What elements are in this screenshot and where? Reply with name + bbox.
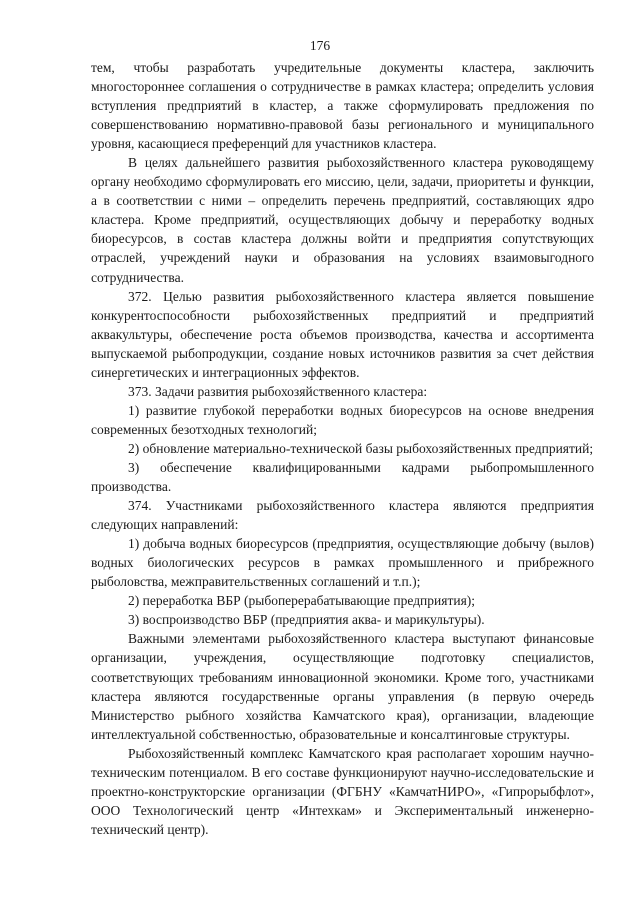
paragraph-373-tasks-heading: 373. Задачи развития рыбохозяйственного кластера: bbox=[128, 383, 428, 399]
paragraph-continuation: тем, чтобы разработать учредительные документы кластера, заключить многостороннее соглашения о сотрудничестве в рамках кластера; определить условия вступления предприятий в кластер, а также сформулировать предложения по совершенствованию нормативно-правовой базы регионального и муниципального уровня, касающиеся преференций для участников кластера. bbox=[91, 60, 594, 152]
list-item-task-1: 1) развитие глубокой переработки водных биоресурсов на основе внедрения современных безотходных технологий; bbox=[91, 402, 594, 437]
paragraph-372-goal: 372. Целью развития рыбохозяйственного кластера является повышение конкурентоспособности рыбохозяйственных предприятий и предприятий аквакультуры, обеспечение роста объемов производства, качества и ассортимента выпускаемой рыбопродукции, создание новых источников развития за счет действия синергетических и интеграционных эффектов. bbox=[91, 288, 594, 380]
paragraph-cluster-elements: Важными элементами рыбохозяйственного кластера выступают финансовые организации, учреждения, осуществляющие подготовку специалистов, соответствующих требованиям инновационной экономики. Кроме того, участниками кластера являются государственные органы управления (в первую очередь Министерство рыбного хозяйства Камчатского края), организации, владеющие интеллектуальной собственностью, образовательные и консалтинговые структуры. bbox=[91, 631, 594, 742]
paragraph-374-participants: 374. Участниками рыбохозяйственного кластера являются предприятия следующих направлений: bbox=[91, 498, 594, 533]
paragraph-scientific-potential: Рыбохозяйственный комплекс Камчатского края располагает хорошим научно-техническим потенциалом. В его составе функционируют научно-исследовательские и проектно-конструкторские организации (ФГБНУ «КамчатНИРО», «Гипрорыбфлот», ООО Технологический центр «Интехкам» и Экспериментальный инженерно-технический центр). bbox=[91, 745, 594, 837]
paragraph-cluster-mission: В целях дальнейшего развития рыбохозяйственного кластера руководящему органу необходимо сформулировать его миссию, цели, задачи, приоритеты и функции, а в соответствии с ними – определить перечень предприятий, составляющих ядро кластера. Кроме предприятий, осуществляющих добычу и переработку водных биоресурсов, в состав кластера должны войти и предприятия сопутствующих отраслей, учреждений науки и образования на условиях взаимовыгодного сотрудничества. bbox=[91, 155, 594, 285]
list-item-participant-1: 1) добыча водных биоресурсов (предприятия, осуществляющие добычу (вылов) водных биологических ресурсов в рамках промышленного и прибрежного рыболовства, межправительственных соглашений и т.п.); bbox=[91, 536, 594, 590]
document-body bbox=[91, 58, 594, 839]
list-item-participant-2: 2) переработка ВБР (рыбоперерабатывающие предприятия); bbox=[128, 593, 476, 609]
list-item-task-3: 3) обеспечение квалифицированными кадрами рыбопромышленного производства. bbox=[91, 459, 594, 495]
list-item-participant-3: 3) воспроизводство ВБР (предприятия аква- и марикультуры). bbox=[128, 612, 485, 628]
list-item-task-2: 2) обновление материально-технической базы рыбохозяйственных предприятий; bbox=[128, 440, 594, 456]
page-number: 176 bbox=[309, 38, 331, 53]
